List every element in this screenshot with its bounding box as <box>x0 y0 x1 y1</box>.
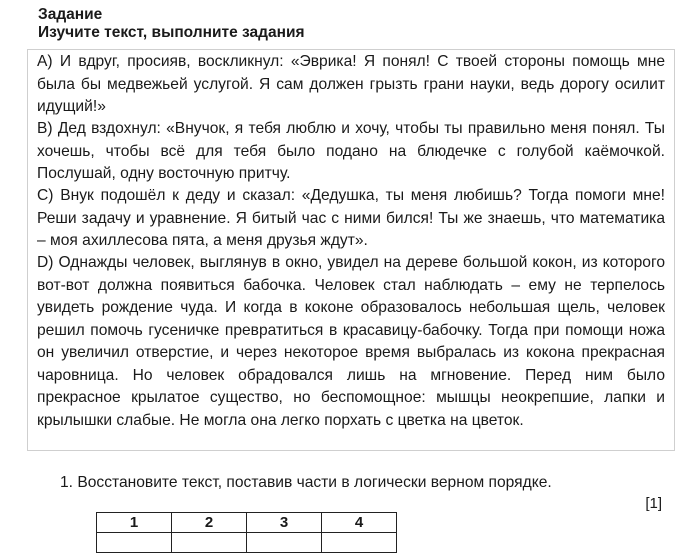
task-instruction: Изучите текст, выполните задания <box>38 24 305 41</box>
answer-header-cell: 4 <box>322 513 397 533</box>
answer-cell-4[interactable] <box>322 533 397 553</box>
task-question: 1. Восстановите текст, поставив части в логически верном порядке. <box>60 474 552 491</box>
answer-table <box>96 512 397 553</box>
answer-header-cell: 1 <box>97 513 172 533</box>
paragraph-a: А) И вдруг, просияв, воскликнул: «Эврика! Я понял! С твоей стороны помощь мне была бы медвежьей услугой. Я сам должен грызть грани науки, ведь дорогу осилит идущий!» <box>37 53 665 115</box>
answer-cell-1[interactable] <box>97 533 172 553</box>
task-mark: [1] <box>645 495 662 512</box>
answer-cell-3[interactable] <box>247 533 322 553</box>
task-title: Задание <box>38 6 103 23</box>
answer-header-row <box>97 513 397 533</box>
paragraph-d: D) Однажды человек, выглянув в окно, увидел на дереве большой кокон, из которого вот-вот должна появиться бабочка. Человек стал наблюдать – ему не терпелось увидеть рождение чуда. И когда в коконе образовалось небольшая щель, человек решил помочь гусеничке превратиться в красавицу-бабочку. Тогда при помощи ножа он увеличил отверстие, и через некоторое время выбралась из кокона прекрасная чаровница. Но человек обрадовался лишь на мгновение. Перед ним было прекрасное крылатое существо, но беспомощное: мышцы неокрепшие, лапки и крылышки слабые. Не могла она легко порхать с цветка на цветок. <box>37 254 665 429</box>
answer-header-cell: 2 <box>172 513 247 533</box>
answer-header-cell: 3 <box>247 513 322 533</box>
paragraph-c: С) Внук подошёл к деду и сказал: «Дедушка, ты меня любишь? Тогда помоги мне! Реши задачу и уравнение. Я битый час с ними бился! Ты же знаешь, что математика – моя ахиллесова пята, а меня друзья ждут». <box>37 187 665 249</box>
paragraph-b: В) Дед вздохнул: «Внучок, я тебя люблю и хочу, чтобы ты правильно меня понял. Ты хочешь, чтобы всё для тебя было подано на блюдечке с голубой каёмочкой. Послушай, одну восточную притчу. <box>37 120 665 182</box>
answer-cell-2[interactable] <box>172 533 247 553</box>
answer-input-row <box>97 533 397 553</box>
